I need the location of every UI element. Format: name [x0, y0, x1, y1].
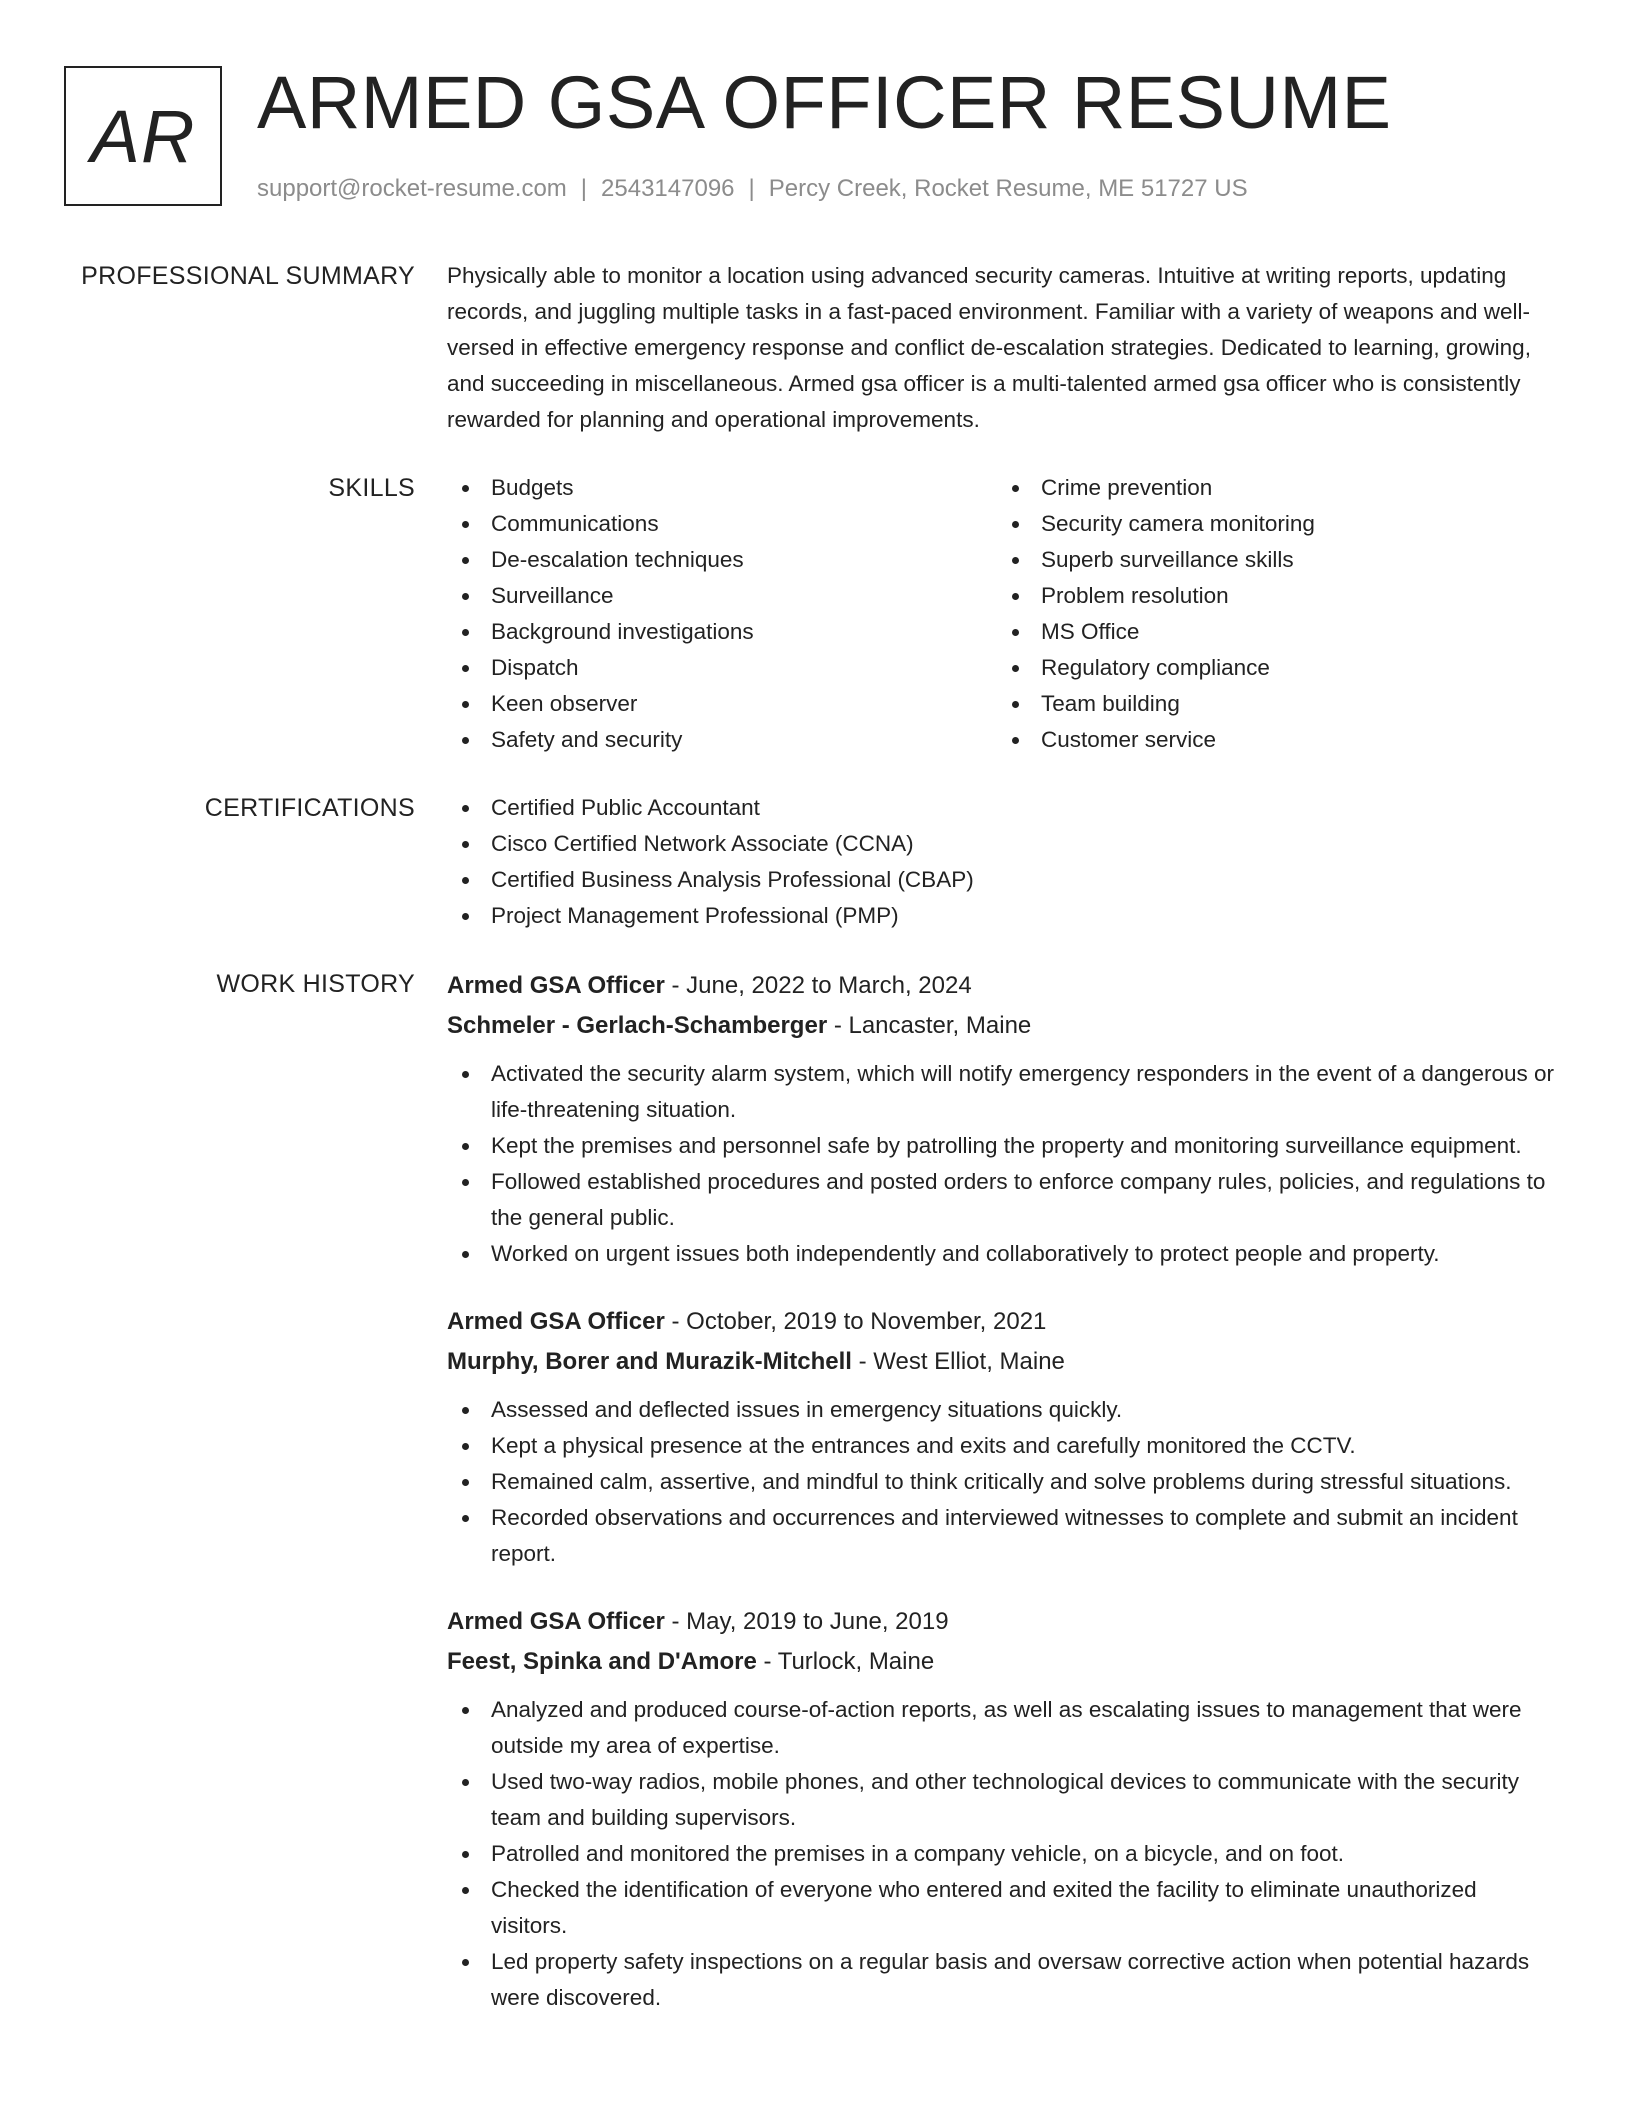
certification-item: Cisco Certified Network Associate (CCNA) [447, 826, 1557, 862]
skill-item: Team building [997, 686, 1547, 722]
job-entry [447, 966, 1557, 1272]
contact-line [257, 174, 1248, 204]
job-duty-item: Worked on urgent issues both independently and collaboratively to protect people and property. [447, 1236, 1557, 1272]
certification-item: Certified Business Analysis Professional (CBAP) [447, 862, 1557, 898]
certifications-body [447, 790, 1557, 934]
job-duty-item: Activated the security alarm system, which will notify emergency responders in the event of a dangerous or life-threatening situation. [447, 1056, 1557, 1128]
certifications-list [447, 790, 1557, 934]
initials-monogram: AR [64, 66, 222, 206]
job-company: Murphy, Borer and Murazik-Mitchell [447, 1348, 852, 1375]
job-dates: - October, 2019 to November, 2021 [664, 1308, 1047, 1335]
job-duties-list [447, 1056, 1557, 1272]
resume-title: ARMED GSA OFFICER RESUME [257, 61, 1392, 144]
skill-item: Superb surveillance skills [997, 542, 1547, 578]
job-duty-item: Remained calm, assertive, and mindful to think critically and solve problems during stressful situations. [447, 1464, 1557, 1500]
job-duty-item: Used two-way radios, mobile phones, and other technological devices to communicate with the security team and building supervisors. [447, 1764, 1557, 1836]
skill-item: Surveillance [447, 578, 997, 614]
job-title: Armed GSA Officer [447, 972, 665, 999]
section-label-skills: SKILLS [328, 474, 415, 502]
job-company: Schmeler - Gerlach-Schamberger [447, 1012, 828, 1039]
job-dates: - May, 2019 to June, 2019 [664, 1608, 949, 1635]
skills-section [0, 470, 1632, 758]
summary-section [0, 258, 1632, 438]
job-duty-item: Checked the identification of everyone who entered and exited the facility to eliminate unauthorized visitors. [447, 1872, 1557, 1944]
job-duty-item: Assessed and deflected issues in emergency situations quickly. [447, 1392, 1557, 1428]
contact-address: Percy Creek, Rocket Resume, ME 51727 US [768, 175, 1248, 202]
skill-item: Problem resolution [997, 578, 1547, 614]
job-company-line [447, 1006, 1557, 1046]
resume-header [64, 61, 1564, 210]
skills-column-right [997, 470, 1547, 758]
summary-body [447, 258, 1557, 438]
job-duties-list [447, 1692, 1557, 2016]
certification-item: Project Management Professional (PMP) [447, 898, 1557, 934]
job-duties-list [447, 1392, 1557, 1572]
resume-content [0, 258, 1632, 2078]
job-entry [447, 1602, 1557, 2016]
skills-body [447, 470, 1557, 758]
work-history-section [0, 966, 1632, 2046]
skill-item: MS Office [997, 614, 1547, 650]
skill-item: Safety and security [447, 722, 997, 758]
section-label-summary: PROFESSIONAL SUMMARY [81, 262, 415, 290]
job-company: Feest, Spinka and D'Amore [447, 1648, 757, 1675]
section-label-work-history: WORK HISTORY [216, 970, 415, 998]
skill-item: Customer service [997, 722, 1547, 758]
skill-item: Regulatory compliance [997, 650, 1547, 686]
skill-item: Dispatch [447, 650, 997, 686]
skill-item: Budgets [447, 470, 997, 506]
job-location: - Lancaster, Maine [827, 1012, 1032, 1039]
skill-item: Keen observer [447, 686, 997, 722]
job-company-line [447, 1642, 1557, 1682]
job-duty-item: Led property safety inspections on a regular basis and oversaw corrective action when potential hazards were discovered. [447, 1944, 1557, 2016]
skills-column-left [447, 470, 997, 758]
skills-grid [447, 470, 1557, 758]
job-dates: - June, 2022 to March, 2024 [664, 972, 972, 999]
job-duty-item: Patrolled and monitored the premises in a company vehicle, on a bicycle, and on foot. [447, 1836, 1557, 1872]
contact-phone: 2543147096 [601, 175, 735, 202]
job-duty-item: Recorded observations and occurrences and interviewed witnesses to complete and submit an incident report. [447, 1500, 1557, 1572]
job-title: Armed GSA Officer [447, 1608, 665, 1635]
job-duty-item: Kept the premises and personnel safe by patrolling the property and monitoring surveillance equipment. [447, 1128, 1557, 1164]
job-title-line [447, 1302, 1557, 1342]
contact-email: support@rocket-resume.com [257, 175, 567, 202]
contact-separator: | [580, 175, 588, 202]
skill-item: Background investigations [447, 614, 997, 650]
job-location: - Turlock, Maine [756, 1648, 935, 1675]
job-company-line [447, 1342, 1557, 1382]
section-label-certifications: CERTIFICATIONS [204, 794, 415, 822]
job-duty-item: Kept a physical presence at the entrances and exits and carefully monitored the CCTV. [447, 1428, 1557, 1464]
job-entry [447, 1302, 1557, 1572]
job-duty-item: Analyzed and produced course-of-action reports, as well as escalating issues to management that were outside my area of expertise. [447, 1692, 1557, 1764]
certifications-section [0, 790, 1632, 934]
skill-item: Security camera monitoring [997, 506, 1547, 542]
job-title-line [447, 1602, 1557, 1642]
skill-item: Communications [447, 506, 997, 542]
summary-text: Physically able to monitor a location using advanced security cameras. Intuitive at writing reports, updating records, and juggling multiple tasks in a fast-paced environment. Familiar with a variety of weapons and well-versed in effective emergency response and conflict de-escalation strategies. Dedicated to learning, growing, and succeeding in miscellaneous. Armed gsa officer is a multi-talented armed gsa officer who is consistently rewarded for planning and operational improvements. [447, 263, 1531, 432]
skill-item: De-escalation techniques [447, 542, 997, 578]
job-duty-item: Followed established procedures and posted orders to enforce company rules, policies, and regulations to the general public. [447, 1164, 1557, 1236]
work-history-body [447, 966, 1557, 2046]
job-location: - West Elliot, Maine [851, 1348, 1065, 1375]
job-title: Armed GSA Officer [447, 1308, 665, 1335]
certification-item: Certified Public Accountant [447, 790, 1557, 826]
job-title-line [447, 966, 1557, 1006]
contact-separator: | [748, 175, 755, 202]
skill-item: Crime prevention [997, 470, 1547, 506]
